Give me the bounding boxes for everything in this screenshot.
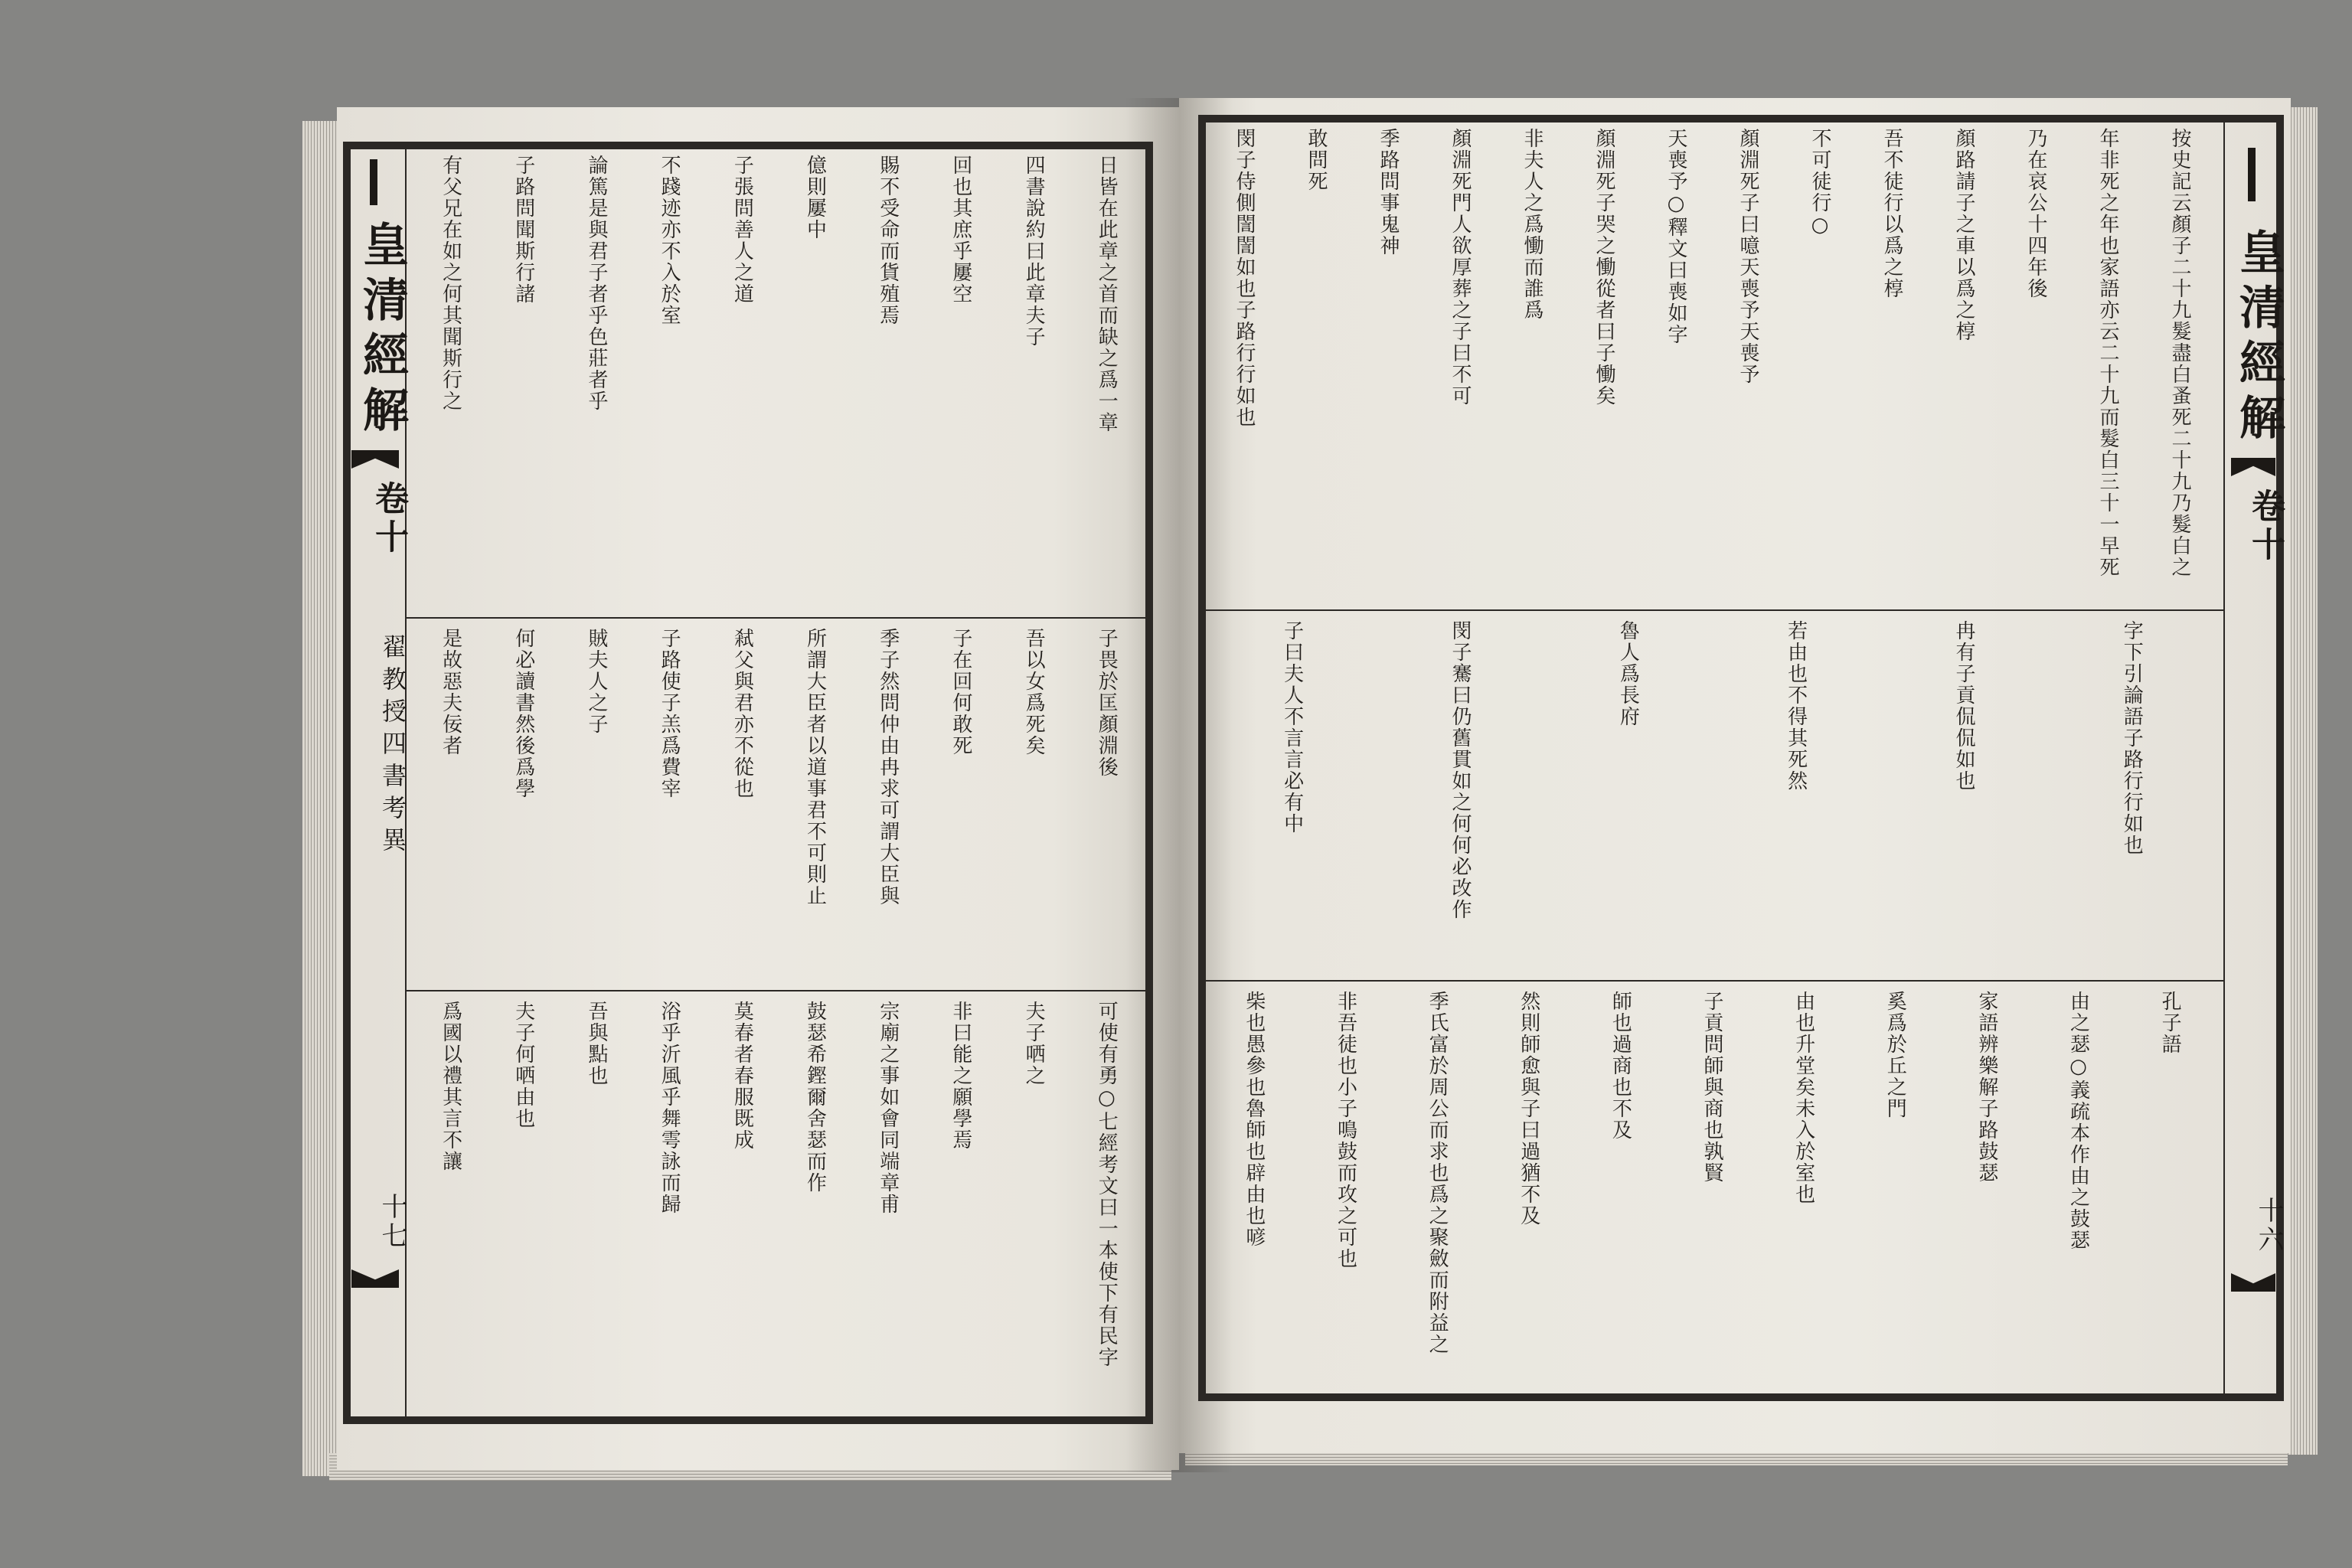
text-column: 論篤是與君子者乎色莊者乎 — [584, 155, 608, 412]
text-column: 弒父與君亦不從也 — [730, 628, 754, 799]
right-page-frame — [1198, 115, 2284, 1401]
text-column: 莫春者春服既成 — [730, 1001, 754, 1151]
text-column: 子路使子羔爲費宰 — [658, 628, 681, 799]
text-column: 顏淵死子哭之慟從者曰子慟矣 — [1592, 128, 1615, 407]
text-column: 何必讀書然後爲學 — [511, 628, 535, 799]
text-column: 子畏於匡顏淵後 — [1095, 628, 1119, 778]
text-column: 按史記云顏子二十九髮盡白蚤死二十九乃髮白之 — [2168, 128, 2191, 578]
left-page-margin-column — [345, 144, 407, 1422]
fishtail-mark-lower — [2231, 1273, 2275, 1292]
text-column: 季子然問仲由冉求可謂大臣與 — [876, 628, 900, 906]
text-column: 乃在哀公十四年後 — [2024, 128, 2047, 299]
text-column: 然則師愈與子曰過猶不及 — [1517, 991, 1540, 1227]
text-column: 孔子語 — [2158, 991, 2182, 1055]
volume-number: 卷十 — [2246, 488, 2285, 565]
text-column: 子曰夫人不言言必有中 — [1280, 620, 1304, 835]
text-column: 子張問善人之道 — [730, 155, 754, 305]
text-column: 閔子侍側誾誾如也子路行行如也 — [1233, 128, 1256, 428]
text-column: 浴乎沂風乎舞雩詠而歸 — [658, 1001, 681, 1215]
text-column: 吾以女爲死矣 — [1022, 628, 1046, 756]
text-column: 年非死之年也家語亦云二十九而髮白三十一早死 — [2096, 128, 2119, 578]
left-page-text-area — [407, 144, 1151, 1422]
text-column: 有父兄在如之何其聞斯行之 — [439, 155, 462, 412]
text-column: 非曰能之願學焉 — [949, 1001, 972, 1151]
text-column: 若由也不得其死然 — [1784, 620, 1808, 792]
right-page-margin-column — [2223, 117, 2285, 1399]
text-column: 冉有子貢侃侃如也 — [1952, 620, 1975, 792]
text-block-bottom — [1208, 986, 2216, 1396]
fishtail-mark-lower — [351, 1269, 399, 1288]
text-column: 吾與點也 — [584, 1001, 608, 1086]
sub-title: 翟教授四書考異 — [378, 634, 407, 859]
volume-number: 卷十 — [369, 481, 408, 557]
text-block-top — [1208, 123, 2216, 606]
text-column: 閔子騫曰仍舊貫如之何何必改作 — [1448, 620, 1472, 920]
register-rule — [1200, 980, 2223, 982]
text-column: 回也其庶乎屢空 — [949, 155, 972, 305]
margin-top-bar — [2248, 148, 2256, 201]
text-column: 季路問事鬼神 — [1377, 128, 1400, 256]
right-page-text-area — [1200, 117, 2223, 1399]
left-page-frame — [343, 142, 1153, 1424]
text-column: 敢問死 — [1305, 128, 1328, 192]
text-column: 師也過商也不及 — [1609, 991, 1632, 1141]
text-column: 億則屢中 — [803, 155, 827, 240]
text-column: 四書說約曰此章夫子 — [1022, 155, 1046, 348]
text-column: 宗廟之事如會同端章甫 — [876, 1001, 900, 1215]
text-column: 所謂大臣者以道事君不可則止 — [803, 628, 827, 906]
margin-top-bar — [370, 159, 377, 205]
register-rule — [407, 990, 1151, 991]
text-column: 季氏富於周公而求也爲之聚斂而附益之 — [1426, 991, 1449, 1355]
text-column: 爲國以禮其言不讓 — [439, 1001, 462, 1172]
text-column: 柴也愚參也魯師也辟由也喭 — [1242, 991, 1266, 1248]
text-block-top — [414, 150, 1143, 614]
text-column: 不踐迹亦不入於室 — [658, 155, 681, 326]
book-title: 皇清經解 — [355, 220, 409, 441]
text-block-middle — [1208, 616, 2216, 975]
text-column: 顏淵死子曰噫天喪予天喪予 — [1736, 128, 1759, 385]
text-column: 賜不受命而貨殖焉 — [876, 155, 900, 326]
book-title: 皇清經解 — [2232, 228, 2285, 449]
text-column: 可使有勇○七經考文曰一本使下有民字 — [1095, 1001, 1119, 1368]
text-column: 不可徒行○ — [1808, 128, 1831, 238]
fishtail-mark — [2231, 458, 2275, 476]
text-column: 夫子哂之 — [1022, 1001, 1046, 1086]
text-column: 天喪予○釋文曰喪如字 — [1664, 128, 1687, 345]
text-block-bottom — [414, 996, 1143, 1417]
text-column: 鼓瑟希鏗爾舍瑟而作 — [803, 1001, 827, 1194]
text-block-middle — [414, 623, 1143, 986]
text-column: 魯人爲長府 — [1616, 620, 1640, 727]
text-column: 字下引論語子路行行如也 — [2120, 620, 2144, 856]
text-column: 夫子何哂由也 — [511, 1001, 535, 1129]
text-column: 非吾徒也小子鳴鼓而攻之可也 — [1334, 991, 1357, 1269]
text-column: 非夫人之爲慟而誰爲 — [1521, 128, 1544, 321]
register-rule — [407, 617, 1151, 619]
text-column: 子路問聞斯行諸 — [511, 155, 535, 305]
register-rule — [1200, 609, 2223, 611]
text-column: 顏路請子之車以爲之椁 — [1952, 128, 1975, 342]
text-column: 子貢問師與商也孰賢 — [1700, 991, 1723, 1184]
text-column: 由也升堂矣未入於室也 — [1792, 991, 1815, 1205]
leaf-number: 十六 — [2253, 1197, 2284, 1255]
text-column: 吾不徒行以爲之椁 — [1880, 128, 1903, 299]
left-page-edge-stack — [302, 121, 341, 1476]
text-column: 顏淵死門人欲厚葬之子曰不可 — [1449, 128, 1472, 407]
text-column: 是故惡夫佞者 — [439, 628, 462, 756]
text-column: 由之瑟○義疏本作由之鼓瑟 — [2066, 991, 2090, 1251]
text-column: 奚爲於丘之門 — [1883, 991, 1907, 1119]
text-column: 日皆在此章之首而缺之爲一章 — [1095, 155, 1119, 433]
leaf-number: 十七 — [377, 1193, 407, 1251]
text-column: 家語辨樂解子路鼓瑟 — [1975, 991, 1998, 1184]
text-column: 子在回何敢死 — [949, 628, 972, 756]
fishtail-mark — [351, 450, 399, 469]
text-column: 賊夫人之子 — [584, 628, 608, 735]
